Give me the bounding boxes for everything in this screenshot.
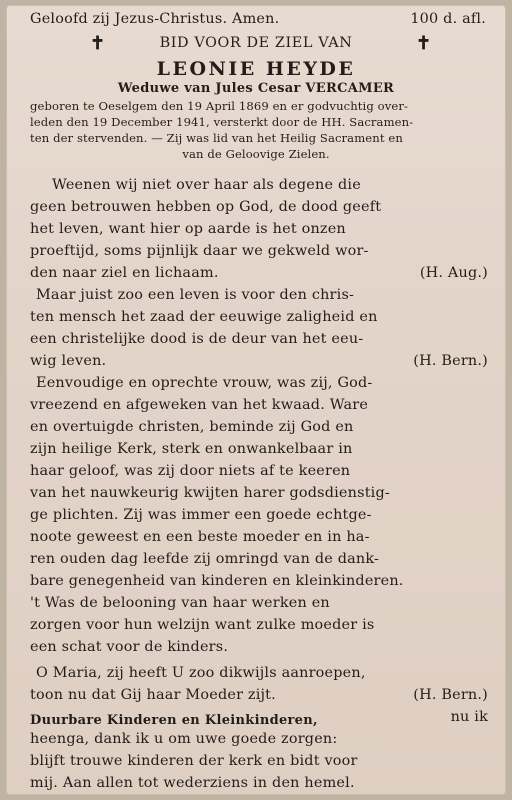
- eulogy-line: zorgen voor hun welzijn want zulke moeder is: [30, 617, 375, 633]
- indulgence-top: 100 d. afl.: [410, 11, 486, 27]
- deceased-name: LEONIE HEYDE: [156, 58, 356, 80]
- quote-line: een christelijke dood is de deur van het eeu-: [30, 331, 364, 347]
- header-invocation: Geloofd zij Jezus-Christus. Amen.: [30, 11, 280, 27]
- right-cross-icon: ✝: [416, 33, 432, 54]
- eulogy-line: ren ouden dag leefde zij omringd van de dank-: [30, 551, 380, 567]
- prayer-line: toon nu dat Gij haar Moeder zijt.: [30, 687, 276, 703]
- prayer-source: (H. Bern.): [413, 687, 488, 703]
- quote-line: Weenen wij niet over haar als degene die: [52, 177, 361, 193]
- memorial-card: [6, 5, 506, 795]
- eulogy-line: vreezend en afgeweken van het kwaad. Ware: [30, 397, 369, 413]
- quote-line: het leven, want hier op aarde is het onzen: [30, 221, 346, 237]
- eulogy-line: bare genegenheid van kinderen en kleinkinderen.: [30, 573, 404, 589]
- farewell-line-end: nu ik: [450, 709, 488, 725]
- quote-line: den naar ziel en lichaam.: [30, 265, 219, 281]
- bio-line: van de Geloovige Zielen.: [182, 147, 330, 161]
- eulogy-line: een schat voor de kinders.: [30, 639, 229, 655]
- widow-of: Weduwe van Jules Cesar VERCAMER: [117, 81, 395, 96]
- eulogy-line: zijn heilige Kerk, sterk en onwankelbaar in: [30, 441, 353, 457]
- eulogy-line: van het nauwkeurig kwijten harer godsdienstig-: [30, 485, 390, 501]
- eulogy-line: ge plichten. Zij was immer een goede echtge-: [30, 507, 372, 523]
- quote-source: (H. Bern.): [413, 353, 488, 369]
- farewell-line: mij. Aan allen tot wederziens in den hemel.: [30, 775, 355, 791]
- eulogy-line: 't Was de belooning van haar werken en: [30, 595, 330, 611]
- farewell-first-line: [30, 709, 318, 728]
- eulogy-line: Eenvoudige en oprechte vrouw, was zij, God-: [36, 375, 373, 391]
- quote-source: (H. Aug.): [419, 265, 488, 281]
- eulogy-line: en overtuigde christen, beminde zij God en: [30, 419, 354, 435]
- left-cross-icon: ✝: [90, 33, 106, 54]
- quote-line: ten mensch het zaad der eeuwige zaligheid en: [30, 309, 378, 325]
- prayer-line: O Maria, zij heeft U zoo dikwijls aanroepen,: [36, 665, 366, 681]
- quote-line: wig leven.: [30, 353, 107, 369]
- quote-line: Maar juist zoo een leven is voor den chris-: [36, 287, 355, 303]
- eulogy-line: noote geweest en een beste moeder en in ha-: [30, 529, 370, 545]
- farewell-address: Duurbare Kinderen en Kleinkinderen,: [30, 713, 318, 728]
- bio-line: ten der stervenden. — Zij was lid van het Heilig Sacrament en: [30, 131, 403, 145]
- eulogy-line: haar geloof, was zij door niets af te keeren: [30, 463, 351, 479]
- farewell-line: heenga, dank ik u om uwe goede zorgen:: [30, 731, 338, 747]
- bio-line: geboren te Oeselgem den 19 April 1869 en er godvuchtig over-: [30, 99, 409, 113]
- bio-line: leden den 19 December 1941, versterkt door de HH. Sacramen-: [30, 115, 414, 129]
- farewell-line: blijft trouwe kinderen der kerk en bidt voor: [30, 753, 358, 769]
- pray-for-soul-heading: BID VOOR DE ZIEL VAN: [159, 35, 353, 51]
- quote-line: geen betrouwen hebben op God, de dood geeft: [30, 199, 382, 215]
- quote-line: proeftijd, soms pijnlijk daar we gekweld wor-: [30, 243, 369, 259]
